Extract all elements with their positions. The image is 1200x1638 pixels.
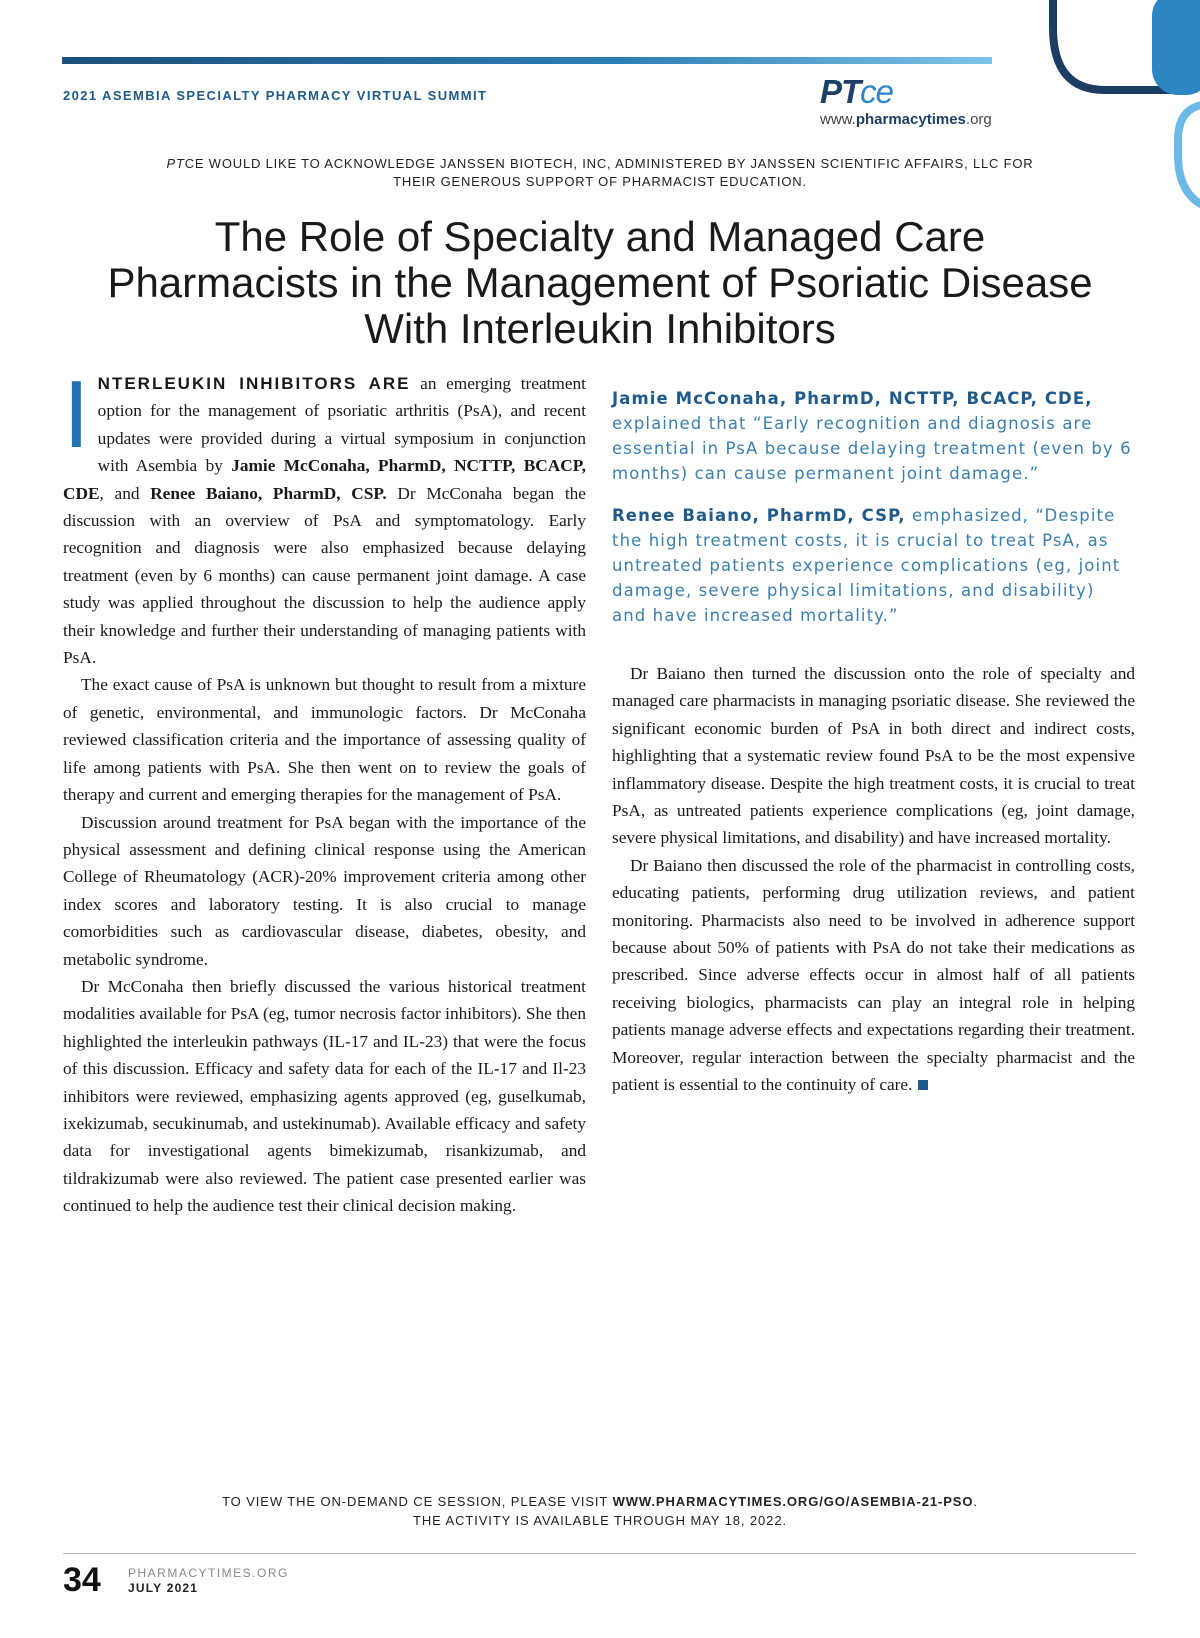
issue-date: JULY 2021 <box>128 1581 199 1595</box>
paragraph-6 <box>612 852 1135 1099</box>
right-column <box>612 660 1135 1099</box>
deco-blue-block <box>1152 0 1200 95</box>
ptce-logo[interactable] <box>820 74 1020 128</box>
paragraph-1 <box>63 361 586 671</box>
logo-ce: ce <box>860 73 894 110</box>
drop-cap: I <box>63 361 90 468</box>
publication-info <box>128 1566 289 1596</box>
ack-text: CE WOULD LIKE TO ACKNOWLEDGE JANSSEN BIOTECH, INC, ADMINISTERED BY JANSSEN SCIENTIFIC AFFAIRS, LLC FOR THEIR GENEROUS SUPPORT OF PHARMACIST EDUCATION. <box>184 156 1034 189</box>
left-column <box>63 361 586 1220</box>
pull-quote-1 <box>612 386 1132 486</box>
pull-quote-speaker: Renee Baiano, PharmD, CSP, <box>612 506 906 525</box>
end-mark-icon <box>918 1080 928 1090</box>
p1-text-c: , and <box>99 483 151 503</box>
logo-url <box>820 111 1020 128</box>
p1-speaker-1: Jamie McConaha, PharmD, NCTTP, BCACP, CDE <box>63 456 586 503</box>
deco-light-ring <box>1178 104 1200 212</box>
on-demand-note <box>150 1492 1050 1530</box>
pull-quote-speaker: Jamie McConaha, PharmD, NCTTP, BCACP, CDE, <box>612 389 1093 408</box>
article-title: The Role of Specialty and Managed Care Pharmacists in the Management of Psoriatic Disease With Interleukin Inhibitors <box>107 213 1093 352</box>
event-title: 2021 ASEMBIA SPECIALTY PHARMACY VIRTUAL SUMMIT <box>63 88 488 103</box>
logo-url-brand: pharmacytimes <box>855 111 966 128</box>
note-line-2: THE ACTIVITY IS AVAILABLE THROUGH MAY 18, 2022. <box>413 1513 787 1528</box>
logo-mark <box>820 74 1020 110</box>
paragraph-2: The exact cause of PsA is unknown but thought to result from a mixture of genetic, environmental, and immunologic factors. Dr McConaha reviewed classification criteria and the importance of assessing quality of life among patients with PsA. She then went on to review the goals of therapy and current and emerging therapies for the management of PsA. <box>63 675 586 805</box>
lead-caps: NTERLEUKIN INHIBITORS ARE <box>97 374 411 393</box>
session-link[interactable]: WWW.PHARMACYTIMES.ORG/GO/ASEMBIA-21-PSO <box>612 1494 974 1509</box>
publication-site: PHARMACYTIMES.ORG <box>128 1566 289 1580</box>
logo-url-prefix: www. <box>820 111 856 128</box>
note-line-1 <box>150 1492 1050 1511</box>
logo-pt: PT <box>820 73 861 110</box>
page-number: 34 <box>63 1561 101 1599</box>
acknowledgment <box>150 155 1050 191</box>
header-rule <box>62 57 992 64</box>
footer-rule <box>63 1553 1136 1554</box>
pull-quote-text: emphasized, “Despite the high treatment costs, it is crucial to treat PsA, as untreated patients experience complications (eg, joint damage, severe physical limitations, and disability) and have increased mortality.” <box>612 506 1121 625</box>
p1-speaker-2: Renee Baiano, PharmD, CSP. <box>150 483 387 503</box>
pull-quotes <box>612 386 1132 645</box>
p1-text-a: an emerging treatment option for the management of psoriatic arthritis (PsA), and recent updates were provided during a virtual symposium in conjunction with Asembia by <box>97 374 586 476</box>
paragraph-5: Dr Baiano then turned the discussion onto the role of specialty and managed care pharmacists in managing psoriatic disease. She reviewed the significant economic burden of PsA in both direct and indirect costs, highlighting that a systematic review found PsA to be the most expensive inflammatory disease. Despite the high treatment costs, it is crucial to treat PsA, as untreated patients experience complications (eg, joint damage, severe physical limitations, and disability) and have increased mortality. <box>612 664 1135 848</box>
logo-url-suffix: .org <box>965 111 992 128</box>
pull-quote-text: explained that “Early recognition and diagnosis are essential in PsA because delaying treatment (even by 6 months) can cause permanent joint damage.” <box>612 414 1132 483</box>
ack-brand: PT <box>166 156 185 171</box>
paragraph-4: Dr McConaha then briefly discussed the various historical treatment modalities available for PsA (eg, tumor necrosis factor inhibitors). She then highlighted the interleukin pathways (IL-17 and IL-23) that were the focus of this discussion. Efficacy and safety data for each of the IL-17 and Il-23 inhibitors were reviewed, emphasizing agents approved (eg, guselkumab, ixekizumab, secukinumab, and ustekinumab). Available efficacy and safety data for investigational agents bimekizumab, risankizumab, and tildrakizumab were also reviewed. The patient case presented earlier was continued to help the audience test their clinical decision making. <box>63 976 586 1216</box>
note-prefix: TO VIEW THE ON-DEMAND CE SESSION, PLEASE VISIT <box>222 1494 613 1509</box>
pull-quote-2 <box>612 503 1132 628</box>
paragraph-3: Discussion around treatment for PsA began with the importance of the physical assessment and defining clinical response using the American College of Rheumatology (ACR)-20% improvement criteria among other index scores and laboratory testing. It is also crucial to manage comorbidities such as cardiovascular disease, diabetes, obesity, and metabolic syndrome. <box>63 812 586 969</box>
note-suffix: . <box>973 1494 978 1509</box>
p6-text: Dr Baiano then discussed the role of the pharmacist in controlling costs, educating patients, performing drug utilization reviews, and patient monitoring. Pharmacists also need to be involved in adherence support because about 50% of patients with PsA do not take their medications as prescribed. Since adverse effects occur in almost half of all patients receiving biologics, pharmacists can play an integral role in helping patients manage adverse effects and expectations regarding their treatment. Moreover, regular interaction between the specialty pharmacist and the patient is essential to the continuity of care. <box>612 855 1135 1095</box>
p1-text-d: Dr McConaha began the discussion with an overview of PsA and symptomatology. Early recognition and diagnosis were also emphasized because delaying treatment (even by 6 months) can cause permanent joint damage. A case study was applied throughout the discussion to help the audience apply their knowledge and further their understanding of managing patients with PsA. <box>63 483 586 668</box>
